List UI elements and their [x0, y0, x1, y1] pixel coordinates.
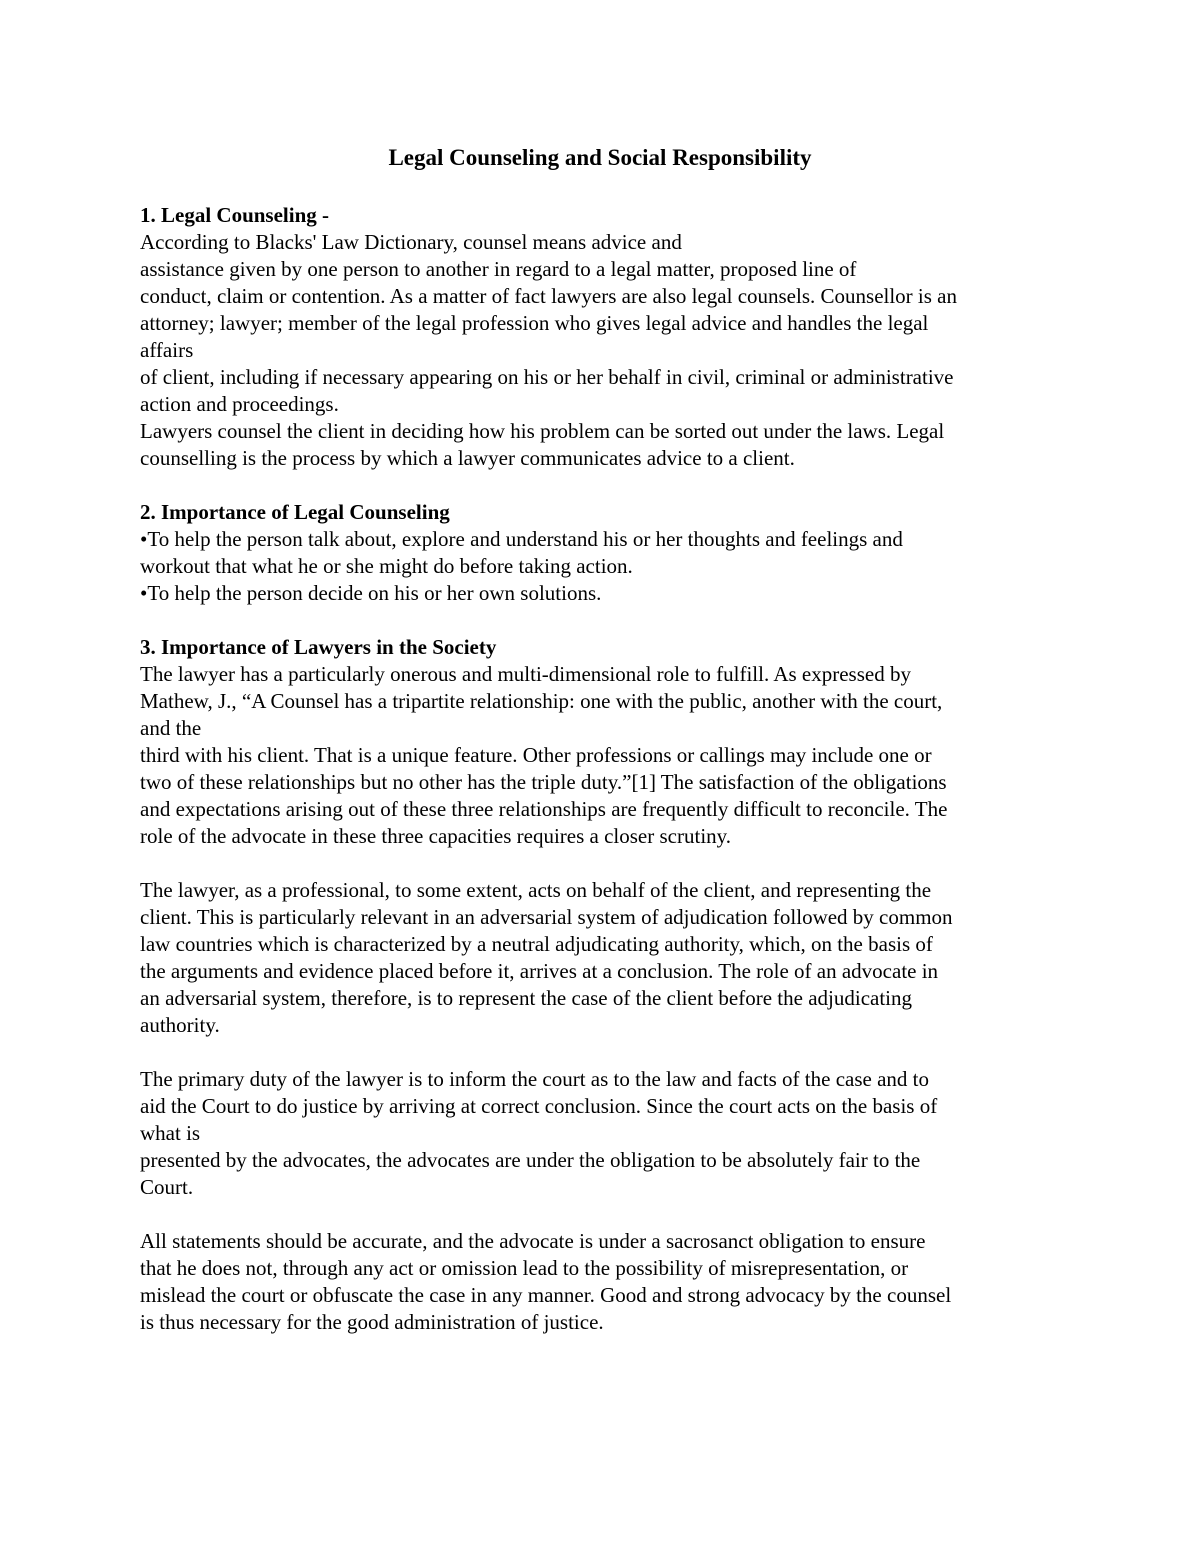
section-3-para-1-line: and expectations arising out of these three relationships are frequently difficult to reconcile. The [140, 797, 948, 821]
section-3-para-1-line: two of these relationships but no other has the triple duty.”[1] The satisfaction of the obligations [140, 770, 947, 794]
section-3-para-4-line: All statements should be accurate, and the advocate is under a sacrosanct obligation to ensure [140, 1229, 926, 1253]
section-3-para-2-line: authority. [140, 1013, 220, 1037]
section-3-para-1-line: and the [140, 716, 202, 740]
document-title: Legal Counseling and Social Responsibility [388, 145, 812, 170]
section-3-heading: 3. Importance of Lawyers in the Society [140, 635, 497, 659]
section-2-bullet: •To help the person decide on his or her own solutions. [140, 581, 602, 605]
section-3-para-3-line: presented by the advocates, the advocates are under the obligation to be absolutely fair to the [140, 1148, 921, 1172]
section-3-para-1-line: The lawyer has a particularly onerous and multi-dimensional role to fulfill. As expressed by [140, 662, 911, 686]
section-1-line: Lawyers counsel the client in deciding how his problem can be sorted out under the laws. Legal [140, 419, 945, 443]
section-3-para-4-line: that he does not, through any act or omission lead to the possibility of misrepresentation, or [140, 1256, 909, 1280]
section-3-para-4-line: mislead the court or obfuscate the case in any manner. Good and strong advocacy by the counsel [140, 1283, 952, 1307]
section-3-para-2-line: the arguments and evidence placed before it, arrives at a conclusion. The role of an advocate in [140, 959, 939, 983]
section-2-heading: 2. Importance of Legal Counseling [140, 500, 450, 524]
section-1-line: conduct, claim or contention. As a matter of fact lawyers are also legal counsels. Counsellor is an [140, 284, 958, 308]
section-3-para-3-line: The primary duty of the lawyer is to inform the court as to the law and facts of the case and to [140, 1067, 929, 1091]
section-1-line: attorney; lawyer; member of the legal profession who gives legal advice and handles the legal [140, 311, 929, 335]
section-1-line: of client, including if necessary appearing on his or her behalf in civil, criminal or administrative [140, 365, 954, 389]
section-2-bullet: •To help the person talk about, explore and understand his or her thoughts and feelings and [140, 527, 903, 551]
section-3-para-3-line: what is [140, 1121, 201, 1145]
section-1-line: counselling is the process by which a lawyer communicates advice to a client. [140, 446, 795, 470]
section-1-heading: 1. Legal Counseling - [140, 203, 330, 227]
section-1-line: assistance given by one person to another in regard to a legal matter, proposed line of [140, 257, 857, 281]
section-3-para-2-line: The lawyer, as a professional, to some extent, acts on behalf of the client, and representing the [140, 878, 932, 902]
section-3-para-1-line: Mathew, J., “A Counsel has a tripartite relationship: one with the public, another with the court, [140, 689, 943, 713]
section-3-para-2-line: an adversarial system, therefore, is to represent the case of the client before the adjudicating [140, 986, 913, 1010]
section-3-para-3-line: Court. [140, 1175, 194, 1199]
section-2-line: workout that what he or she might do before taking action. [140, 554, 633, 578]
section-3-para-2-line: client. This is particularly relevant in an adversarial system of adjudication followed by common [140, 905, 953, 929]
section-1-line: According to Blacks' Law Dictionary, counsel means advice and [140, 230, 682, 254]
section-3-para-2-line: law countries which is characterized by a neutral adjudicating authority, which, on the basis of [140, 932, 933, 956]
section-3-para-3-line: aid the Court to do justice by arriving at correct conclusion. Since the court acts on the basis of [140, 1094, 938, 1118]
section-3-para-1-line: role of the advocate in these three capacities requires a closer scrutiny. [140, 824, 732, 848]
section-3-para-4-line: is thus necessary for the good administration of justice. [140, 1310, 604, 1334]
section-3-para-1-line: third with his client. That is a unique feature. Other professions or callings may include one or [140, 743, 932, 767]
section-1-line: affairs [140, 338, 194, 362]
section-1-line: action and proceedings. [140, 392, 339, 416]
